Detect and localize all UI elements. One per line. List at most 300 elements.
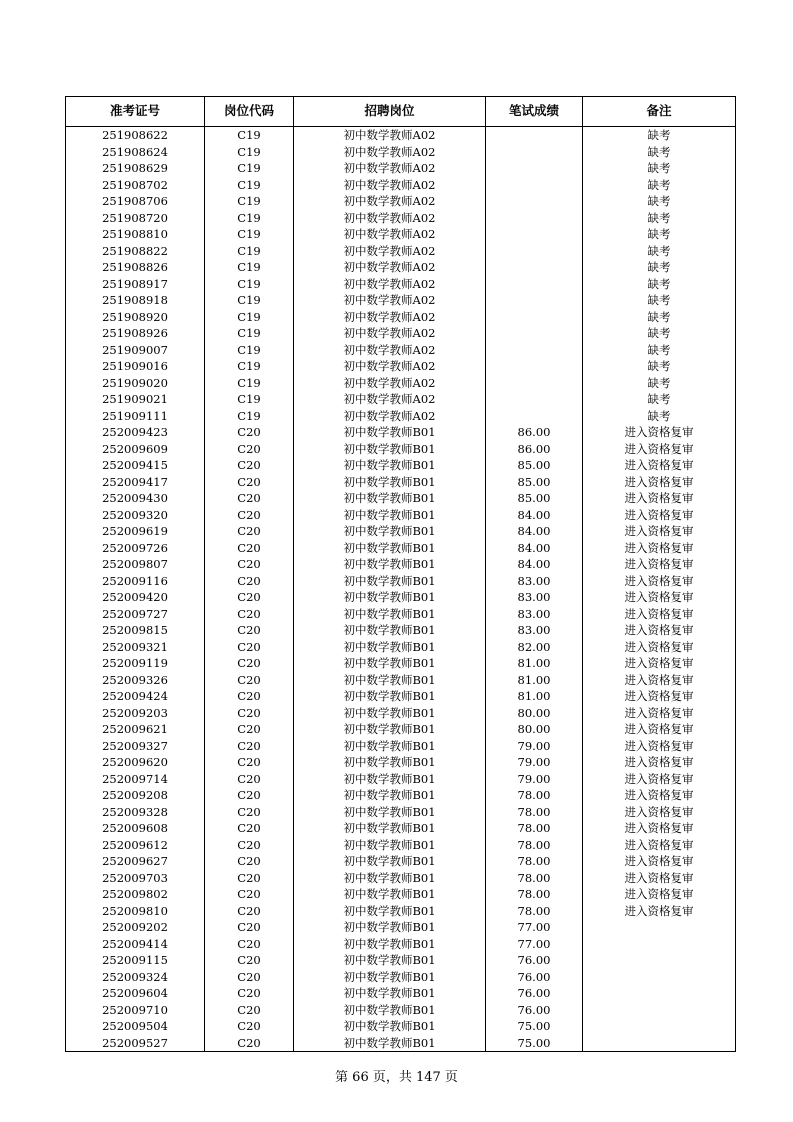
table-row [66,424,736,441]
cell-position-name: 初中数学教师B01 [294,457,486,474]
cell-written-score: 83.00 [486,573,583,590]
cell-remarks: 进入资格复审 [583,771,736,788]
header-written-score: 笔试成绩 [486,97,583,127]
cell-position-code: C19 [205,144,294,161]
table-row [66,688,736,705]
cell-position-code: C19 [205,309,294,326]
page-number: 第 66 页，共 147 页 [335,1070,458,1085]
cell-position-code: C20 [205,424,294,441]
cell-written-score [486,160,583,177]
cell-exam-id: 252009726 [66,540,205,557]
header-row [66,97,736,127]
cell-position-code: C20 [205,820,294,837]
cell-position-name: 初中数学教师B01 [294,936,486,953]
cell-position-code: C19 [205,342,294,359]
cell-remarks [583,952,736,969]
cell-position-code: C20 [205,507,294,524]
cell-exam-id: 252009504 [66,1018,205,1035]
cell-remarks [583,936,736,953]
cell-position-code: C20 [205,985,294,1002]
cell-written-score [486,325,583,342]
cell-exam-id: 252009208 [66,787,205,804]
cell-remarks: 进入资格复审 [583,523,736,540]
cell-exam-id: 252009119 [66,655,205,672]
cell-exam-id: 251908920 [66,309,205,326]
cell-written-score: 76.00 [486,985,583,1002]
cell-remarks: 进入资格复审 [583,606,736,623]
table-row [66,342,736,359]
cell-remarks: 缺考 [583,276,736,293]
table-row [66,589,736,606]
cell-exam-id: 252009620 [66,754,205,771]
cell-position-name: 初中数学教师B01 [294,738,486,755]
table-row [66,903,736,920]
cell-exam-id: 252009430 [66,490,205,507]
cell-position-name: 初中数学教师A02 [294,144,486,161]
cell-written-score: 83.00 [486,589,583,606]
cell-position-name: 初中数学教师B01 [294,424,486,441]
table-row [66,952,736,969]
cell-remarks: 进入资格复审 [583,754,736,771]
cell-position-code: C20 [205,705,294,722]
table-row [66,540,736,557]
cell-written-score [486,358,583,375]
cell-written-score: 78.00 [486,853,583,870]
table-header [66,97,736,127]
cell-remarks [583,1035,736,1052]
cell-remarks: 缺考 [583,309,736,326]
table-row [66,1018,736,1035]
cell-remarks: 进入资格复审 [583,787,736,804]
cell-exam-id: 251908917 [66,276,205,293]
cell-written-score: 85.00 [486,457,583,474]
cell-position-code: C19 [205,276,294,293]
cell-exam-id: 252009810 [66,903,205,920]
cell-written-score: 81.00 [486,655,583,672]
cell-position-code: C19 [205,226,294,243]
cell-written-score [486,292,583,309]
cell-remarks: 缺考 [583,375,736,392]
cell-remarks: 缺考 [583,358,736,375]
cell-exam-id: 252009619 [66,523,205,540]
table-row [66,886,736,903]
cell-position-name: 初中数学教师B01 [294,688,486,705]
cell-written-score: 83.00 [486,606,583,623]
cell-written-score: 84.00 [486,507,583,524]
cell-position-name: 初中数学教师B01 [294,969,486,986]
cell-exam-id: 252009612 [66,837,205,854]
cell-position-name: 初中数学教师A02 [294,325,486,342]
cell-position-code: C19 [205,193,294,210]
cell-position-name: 初中数学教师B01 [294,771,486,788]
cell-exam-id: 252009326 [66,672,205,689]
cell-written-score: 78.00 [486,787,583,804]
cell-position-name: 初中数学教师B01 [294,1002,486,1019]
cell-written-score: 85.00 [486,474,583,491]
cell-written-score [486,144,583,161]
cell-position-code: C20 [205,622,294,639]
table-row [66,622,736,639]
table-row [66,556,736,573]
cell-remarks: 缺考 [583,259,736,276]
table-row [66,127,736,144]
cell-position-name: 初中数学教师A02 [294,408,486,425]
cell-exam-id: 252009604 [66,985,205,1002]
cell-written-score: 81.00 [486,672,583,689]
cell-position-code: C20 [205,754,294,771]
table-row [66,771,736,788]
cell-position-name: 初中数学教师B01 [294,787,486,804]
cell-remarks: 进入资格复审 [583,573,736,590]
cell-position-name: 初中数学教师B01 [294,837,486,854]
cell-remarks: 进入资格复审 [583,655,736,672]
cell-position-name: 初中数学教师B01 [294,507,486,524]
table-row [66,457,736,474]
cell-remarks: 缺考 [583,292,736,309]
table-row [66,177,736,194]
cell-position-code: C20 [205,870,294,887]
cell-written-score: 80.00 [486,705,583,722]
cell-remarks [583,1018,736,1035]
cell-position-code: C19 [205,292,294,309]
cell-written-score: 80.00 [486,721,583,738]
cell-written-score: 78.00 [486,870,583,887]
cell-exam-id: 251909111 [66,408,205,425]
cell-exam-id: 252009727 [66,606,205,623]
table-row [66,309,736,326]
cell-position-code: C20 [205,688,294,705]
cell-written-score: 76.00 [486,952,583,969]
cell-position-name: 初中数学教师B01 [294,523,486,540]
cell-exam-id: 252009320 [66,507,205,524]
table-row [66,639,736,656]
cell-position-code: C20 [205,655,294,672]
cell-position-name: 初中数学教师B01 [294,870,486,887]
cell-remarks: 进入资格复审 [583,837,736,854]
table-row [66,969,736,986]
cell-position-name: 初中数学教师B01 [294,441,486,458]
cell-position-code: C20 [205,441,294,458]
cell-remarks [583,1002,736,1019]
cell-remarks: 进入资格复审 [583,424,736,441]
cell-written-score [486,375,583,392]
cell-exam-id: 252009802 [66,886,205,903]
table-row [66,606,736,623]
cell-position-code: C20 [205,952,294,969]
cell-position-code: C19 [205,243,294,260]
cell-position-name: 初中数学教师A02 [294,177,486,194]
cell-position-code: C20 [205,837,294,854]
cell-written-score: 78.00 [486,903,583,920]
cell-position-name: 初中数学教师B01 [294,919,486,936]
cell-remarks: 缺考 [583,408,736,425]
cell-position-code: C20 [205,474,294,491]
cell-position-name: 初中数学教师B01 [294,639,486,656]
cell-remarks: 进入资格复审 [583,804,736,821]
cell-written-score: 78.00 [486,837,583,854]
cell-position-name: 初中数学教师B01 [294,853,486,870]
table-row [66,721,736,738]
cell-position-name: 初中数学教师B01 [294,705,486,722]
table-row [66,738,736,755]
cell-position-name: 初中数学教师A02 [294,342,486,359]
cell-position-name: 初中数学教师B01 [294,1018,486,1035]
cell-remarks: 进入资格复审 [583,507,736,524]
cell-remarks: 进入资格复审 [583,705,736,722]
cell-remarks: 缺考 [583,210,736,227]
table-row [66,160,736,177]
cell-position-name: 初中数学教师A02 [294,309,486,326]
table-row [66,441,736,458]
cell-position-name: 初中数学教师B01 [294,622,486,639]
cell-written-score [486,193,583,210]
cell-position-code: C20 [205,853,294,870]
cell-position-name: 初中数学教师B01 [294,754,486,771]
cell-written-score: 81.00 [486,688,583,705]
cell-written-score [486,243,583,260]
cell-position-code: C20 [205,1002,294,1019]
table-row [66,985,736,1002]
cell-exam-id: 252009116 [66,573,205,590]
cell-remarks: 进入资格复审 [583,886,736,903]
table-row [66,507,736,524]
header-position-code: 岗位代码 [205,97,294,127]
cell-position-code: C19 [205,358,294,375]
cell-written-score [486,391,583,408]
cell-written-score: 79.00 [486,738,583,755]
cell-written-score [486,408,583,425]
table-row [66,259,736,276]
table-row [66,787,736,804]
cell-position-code: C19 [205,391,294,408]
cell-position-name: 初中数学教师A02 [294,375,486,392]
cell-written-score: 79.00 [486,754,583,771]
cell-position-code: C20 [205,606,294,623]
cell-position-code: C20 [205,1018,294,1035]
table-row [66,1002,736,1019]
table-row [66,870,736,887]
cell-exam-id: 252009703 [66,870,205,887]
cell-remarks: 进入资格复审 [583,540,736,557]
cell-written-score [486,342,583,359]
table-row [66,193,736,210]
table-row [66,375,736,392]
cell-exam-id: 251908822 [66,243,205,260]
table-row [66,210,736,227]
cell-exam-id: 252009423 [66,424,205,441]
cell-written-score: 77.00 [486,919,583,936]
cell-exam-id: 252009414 [66,936,205,953]
cell-remarks: 进入资格复审 [583,441,736,458]
cell-written-score: 86.00 [486,441,583,458]
cell-written-score [486,177,583,194]
cell-position-name: 初中数学教师A02 [294,243,486,260]
cell-position-code: C20 [205,969,294,986]
cell-position-code: C20 [205,804,294,821]
cell-exam-id: 251909021 [66,391,205,408]
cell-exam-id: 252009608 [66,820,205,837]
table-row [66,226,736,243]
cell-exam-id: 251908926 [66,325,205,342]
cell-written-score: 85.00 [486,490,583,507]
cell-written-score: 83.00 [486,622,583,639]
cell-remarks: 进入资格复审 [583,870,736,887]
cell-exam-id: 251908702 [66,177,205,194]
cell-exam-id: 252009327 [66,738,205,755]
cell-remarks: 进入资格复审 [583,589,736,606]
cell-position-code: C20 [205,886,294,903]
cell-exam-id: 252009807 [66,556,205,573]
table-row [66,672,736,689]
cell-position-name: 初中数学教师B01 [294,721,486,738]
cell-position-name: 初中数学教师A02 [294,259,486,276]
cell-remarks: 缺考 [583,127,736,144]
cell-position-name: 初中数学教师B01 [294,952,486,969]
cell-remarks: 进入资格复审 [583,820,736,837]
cell-position-name: 初中数学教师A02 [294,127,486,144]
cell-position-code: C20 [205,903,294,920]
cell-written-score: 82.00 [486,639,583,656]
cell-exam-id: 251908810 [66,226,205,243]
cell-position-code: C20 [205,490,294,507]
cell-remarks: 缺考 [583,391,736,408]
table-row [66,408,736,425]
cell-position-code: C20 [205,523,294,540]
cell-position-name: 初中数学教师A02 [294,226,486,243]
cell-exam-id: 251908720 [66,210,205,227]
cell-exam-id: 251908706 [66,193,205,210]
cell-remarks: 进入资格复审 [583,903,736,920]
cell-exam-id: 252009203 [66,705,205,722]
cell-exam-id: 251908629 [66,160,205,177]
cell-remarks: 进入资格复审 [583,721,736,738]
cell-remarks: 缺考 [583,144,736,161]
table-row [66,837,736,854]
cell-position-name: 初中数学教师A02 [294,160,486,177]
cell-position-name: 初中数学教师B01 [294,606,486,623]
cell-position-code: C20 [205,589,294,606]
cell-position-code: C20 [205,556,294,573]
cell-position-code: C20 [205,721,294,738]
cell-position-name: 初中数学教师A02 [294,292,486,309]
table-row [66,358,736,375]
table-row [66,490,736,507]
cell-exam-id: 251909016 [66,358,205,375]
cell-exam-id: 252009417 [66,474,205,491]
cell-remarks: 缺考 [583,226,736,243]
cell-remarks: 缺考 [583,325,736,342]
table-row [66,243,736,260]
cell-written-score [486,210,583,227]
table-body [66,127,736,1052]
table-row [66,573,736,590]
cell-position-name: 初中数学教师A02 [294,391,486,408]
cell-exam-id: 251909020 [66,375,205,392]
cell-written-score: 86.00 [486,424,583,441]
cell-position-name: 初中数学教师B01 [294,903,486,920]
cell-position-code: C19 [205,408,294,425]
cell-position-name: 初中数学教师B01 [294,804,486,821]
cell-remarks: 进入资格复审 [583,688,736,705]
cell-position-code: C20 [205,457,294,474]
cell-exam-id: 252009328 [66,804,205,821]
table-row [66,655,736,672]
cell-written-score: 84.00 [486,540,583,557]
cell-written-score: 75.00 [486,1035,583,1052]
cell-exam-id: 252009420 [66,589,205,606]
cell-position-code: C19 [205,325,294,342]
cell-position-name: 初中数学教师A02 [294,358,486,375]
cell-exam-id: 251908624 [66,144,205,161]
cell-exam-id: 252009424 [66,688,205,705]
cell-exam-id: 252009527 [66,1035,205,1052]
cell-remarks: 进入资格复审 [583,639,736,656]
cell-remarks: 缺考 [583,193,736,210]
table-row [66,276,736,293]
cell-written-score: 78.00 [486,804,583,821]
cell-position-code: C20 [205,1035,294,1052]
cell-position-name: 初中数学教师B01 [294,672,486,689]
cell-position-code: C19 [205,160,294,177]
cell-remarks: 进入资格复审 [583,474,736,491]
cell-exam-id: 252009627 [66,853,205,870]
cell-position-name: 初中数学教师B01 [294,820,486,837]
cell-written-score [486,259,583,276]
cell-written-score [486,226,583,243]
table-row [66,391,736,408]
header-remarks: 备注 [583,97,736,127]
table-row [66,804,736,821]
cell-position-name: 初中数学教师B01 [294,1035,486,1052]
table-row [66,705,736,722]
cell-position-name: 初中数学教师B01 [294,490,486,507]
cell-position-name: 初中数学教师B01 [294,985,486,1002]
cell-position-code: C19 [205,127,294,144]
cell-written-score: 76.00 [486,969,583,986]
table-row [66,292,736,309]
cell-position-code: C20 [205,573,294,590]
cell-remarks: 进入资格复审 [583,853,736,870]
cell-position-name: 初中数学教师B01 [294,540,486,557]
cell-written-score: 79.00 [486,771,583,788]
table-row [66,853,736,870]
cell-position-code: C20 [205,672,294,689]
cell-exam-id: 252009609 [66,441,205,458]
cell-remarks [583,919,736,936]
cell-remarks: 进入资格复审 [583,622,736,639]
header-exam-id: 准考证号 [66,97,205,127]
cell-exam-id: 252009115 [66,952,205,969]
cell-position-code: C19 [205,177,294,194]
table-row [66,523,736,540]
cell-position-code: C20 [205,540,294,557]
header-position-name: 招聘岗位 [294,97,486,127]
cell-remarks: 进入资格复审 [583,738,736,755]
table-row [66,144,736,161]
cell-position-code: C20 [205,771,294,788]
cell-position-code: C20 [205,639,294,656]
cell-position-name: 初中数学教师A02 [294,193,486,210]
table-row [66,919,736,936]
cell-remarks: 缺考 [583,160,736,177]
cell-written-score [486,309,583,326]
cell-exam-id: 251908622 [66,127,205,144]
table-row [66,936,736,953]
cell-position-code: C19 [205,210,294,227]
table-row [66,1035,736,1052]
cell-remarks [583,969,736,986]
cell-remarks: 进入资格复审 [583,672,736,689]
